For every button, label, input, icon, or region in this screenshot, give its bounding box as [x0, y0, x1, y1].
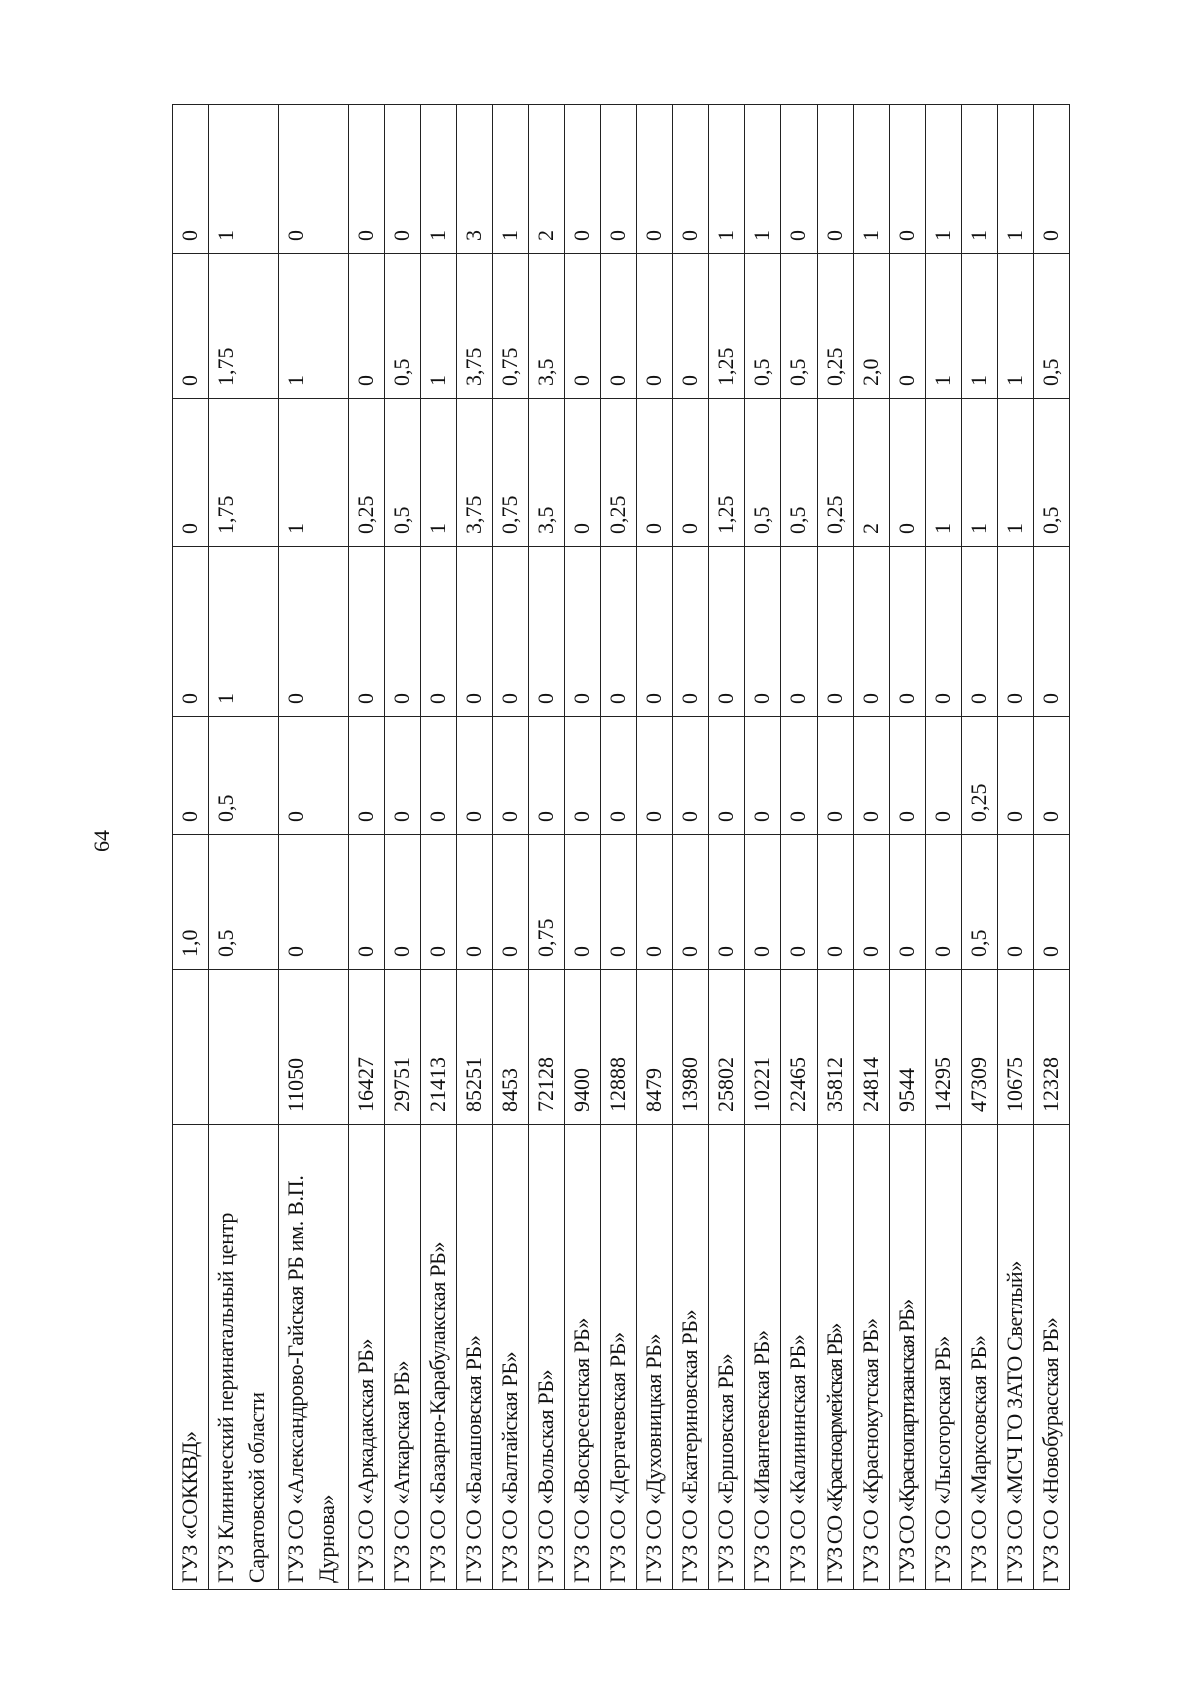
value-cell: 0,25 [961, 717, 997, 835]
table-row [209, 105, 279, 1590]
population-cell: 47309 [961, 970, 997, 1125]
value-cell: 0 [745, 717, 781, 835]
value-cell: 0 [348, 835, 384, 970]
institution-name: ГУЗ Клинический перинатальный центр Саратовской области [209, 1125, 279, 1590]
value-cell: 1,25 [709, 254, 745, 399]
value-cell: 1 [209, 105, 279, 254]
value-cell: 1 [420, 254, 456, 399]
population-cell: 9400 [565, 970, 601, 1125]
population-cell: 12888 [601, 970, 637, 1125]
value-cell: 0 [420, 547, 456, 717]
population-cell: 16427 [348, 970, 384, 1125]
value-cell: 1 [925, 399, 961, 547]
value-cell: 3,5 [529, 254, 565, 399]
population-cell: 72128 [529, 970, 565, 1125]
institution-name: ГУЗ СО «Лысогорская РБ» [925, 1125, 961, 1590]
institution-name: ГУЗ СО «Базарно-Карабулакская РБ» [420, 1125, 456, 1590]
value-cell: 0 [1033, 105, 1069, 254]
value-cell: 0 [384, 717, 420, 835]
population-cell: 22465 [781, 970, 817, 1125]
institution-name: ГУЗ СО «Ивантеевская РБ» [745, 1125, 781, 1590]
table-row [420, 105, 456, 1590]
value-cell: 0,75 [529, 835, 565, 970]
value-cell: 0 [457, 547, 493, 717]
population-cell: 12328 [1033, 970, 1069, 1125]
table-row [997, 105, 1033, 1590]
value-cell: 0 [673, 105, 709, 254]
value-cell: 0 [457, 835, 493, 970]
value-cell: 0 [1033, 717, 1069, 835]
value-cell: 0 [348, 717, 384, 835]
institution-name: ГУЗ СО «Марксовская РБ» [961, 1125, 997, 1590]
value-cell: 0 [173, 547, 209, 717]
institution-name: ГУЗ СО «Александрово-Гайская РБ им. В.П. Дурнова» [278, 1125, 348, 1590]
table-row [348, 105, 384, 1590]
institution-name: ГУЗ СО «Балашовская РБ» [457, 1125, 493, 1590]
value-cell: 0,5 [961, 835, 997, 970]
value-cell: 0 [601, 254, 637, 399]
value-cell: 0 [709, 717, 745, 835]
institution-name: ГУЗ СО «Калининская РБ» [781, 1125, 817, 1590]
value-cell: 0 [384, 105, 420, 254]
value-cell: 0 [997, 547, 1033, 717]
value-cell: 0 [601, 835, 637, 970]
value-cell: 1 [420, 105, 456, 254]
value-cell: 1 [925, 105, 961, 254]
value-cell: 0 [889, 254, 925, 399]
value-cell: 0 [278, 717, 348, 835]
value-cell: 0 [1033, 835, 1069, 970]
value-cell: 0 [565, 547, 601, 717]
value-cell: 0,5 [384, 254, 420, 399]
table-row [529, 105, 565, 1590]
value-cell: 3,5 [529, 399, 565, 547]
page-number: 64 [89, 830, 114, 852]
value-cell: 1 [997, 399, 1033, 547]
value-cell: 0 [637, 547, 673, 717]
value-cell: 1 [493, 105, 529, 254]
value-cell: 1 [997, 254, 1033, 399]
table-row [673, 105, 709, 1590]
value-cell: 0 [565, 399, 601, 547]
value-cell: 1 [961, 105, 997, 254]
value-cell: 0 [781, 547, 817, 717]
population-cell: 25802 [709, 970, 745, 1125]
table-row [925, 105, 961, 1590]
value-cell: 1 [420, 399, 456, 547]
value-cell: 0 [565, 254, 601, 399]
table-row [745, 105, 781, 1590]
value-cell: 0 [673, 717, 709, 835]
value-cell: 0 [673, 547, 709, 717]
value-cell: 0 [565, 835, 601, 970]
value-cell: 0,25 [817, 399, 853, 547]
population-cell: 85251 [457, 970, 493, 1125]
value-cell: 0,5 [209, 717, 279, 835]
table-row [709, 105, 745, 1590]
value-cell: 0 [961, 547, 997, 717]
population-cell: 21413 [420, 970, 456, 1125]
value-cell: 3,75 [457, 399, 493, 547]
table-row [601, 105, 637, 1590]
value-cell: 0 [420, 717, 456, 835]
value-cell: 0 [1033, 547, 1069, 717]
value-cell: 0,75 [493, 254, 529, 399]
institution-name: ГУЗ «СОККВД» [173, 1125, 209, 1590]
value-cell: 3 [457, 105, 493, 254]
table-row [781, 105, 817, 1590]
value-cell: 0 [493, 717, 529, 835]
institution-name: ГУЗ СО «Новобурасская РБ» [1033, 1125, 1069, 1590]
institution-name: ГУЗ СО «Балтайская РБ» [493, 1125, 529, 1590]
value-cell: 0 [348, 105, 384, 254]
value-cell: 0 [925, 835, 961, 970]
table-row [384, 105, 420, 1590]
institution-name: ГУЗ СО «Красноармейская РБ» [817, 1125, 853, 1590]
value-cell: 1 [709, 105, 745, 254]
institution-name: ГУЗ СО «Дергачевская РБ» [601, 1125, 637, 1590]
value-cell: 0 [384, 835, 420, 970]
value-cell: 0 [673, 254, 709, 399]
table-row [457, 105, 493, 1590]
value-cell: 0 [853, 547, 889, 717]
value-cell: 0 [853, 717, 889, 835]
institution-name: ГУЗ СО «Ершовская РБ» [709, 1125, 745, 1590]
value-cell: 0 [925, 547, 961, 717]
value-cell: 0 [997, 717, 1033, 835]
value-cell: 1 [278, 254, 348, 399]
value-cell: 0 [493, 547, 529, 717]
table-row [278, 105, 348, 1590]
institution-name: ГУЗ СО «Екатериновская РБ» [673, 1125, 709, 1590]
value-cell: 0 [601, 717, 637, 835]
value-cell: 0,25 [817, 254, 853, 399]
value-cell: 0 [565, 105, 601, 254]
value-cell: 0,5 [1033, 399, 1069, 547]
value-cell: 0 [781, 717, 817, 835]
value-cell: 2,0 [853, 254, 889, 399]
value-cell: 0 [781, 835, 817, 970]
population-cell: 8453 [493, 970, 529, 1125]
value-cell: 0 [745, 835, 781, 970]
value-cell: 1 [278, 399, 348, 547]
value-cell: 0,5 [1033, 254, 1069, 399]
table-row [961, 105, 997, 1590]
value-cell: 0 [889, 399, 925, 547]
value-cell: 0 [637, 105, 673, 254]
value-cell: 0 [278, 105, 348, 254]
population-cell: 11050 [278, 970, 348, 1125]
value-cell: 0 [420, 835, 456, 970]
population-cell: 24814 [853, 970, 889, 1125]
value-cell: 0,75 [493, 399, 529, 547]
table-row [493, 105, 529, 1590]
population-cell: 35812 [817, 970, 853, 1125]
value-cell: 0 [637, 399, 673, 547]
value-cell: 0 [817, 547, 853, 717]
table-row [1033, 105, 1069, 1590]
value-cell: 0 [348, 254, 384, 399]
value-cell: 1 [997, 105, 1033, 254]
table-row [817, 105, 853, 1590]
value-cell: 0 [889, 105, 925, 254]
institution-name: ГУЗ СО «Вольская РБ» [529, 1125, 565, 1590]
population-cell [173, 970, 209, 1125]
population-cell: 10675 [997, 970, 1033, 1125]
value-cell: 0 [709, 835, 745, 970]
value-cell: 0 [673, 835, 709, 970]
value-cell: 0 [173, 105, 209, 254]
institution-name: ГУЗ СО «Воскресенская РБ» [565, 1125, 601, 1590]
population-cell: 8479 [637, 970, 673, 1125]
value-cell: 0 [673, 399, 709, 547]
value-cell: 0 [889, 835, 925, 970]
value-cell: 0 [173, 254, 209, 399]
value-cell: 0,5 [745, 254, 781, 399]
value-cell: 1,75 [209, 254, 279, 399]
value-cell: 0 [853, 835, 889, 970]
institution-name: ГУЗ СО «Аркадакская РБ» [348, 1125, 384, 1590]
value-cell: 1 [745, 105, 781, 254]
value-cell: 0,5 [745, 399, 781, 547]
value-cell: 0 [278, 547, 348, 717]
value-cell: 0,25 [348, 399, 384, 547]
value-cell: 0 [637, 254, 673, 399]
population-cell [209, 970, 279, 1125]
value-cell: 0 [997, 835, 1033, 970]
population-cell: 29751 [384, 970, 420, 1125]
value-cell: 0 [493, 835, 529, 970]
value-cell: 0 [529, 547, 565, 717]
value-cell: 0 [925, 717, 961, 835]
value-cell: 0 [781, 105, 817, 254]
value-cell: 0 [817, 105, 853, 254]
value-cell: 0 [745, 547, 781, 717]
value-cell: 0 [173, 399, 209, 547]
value-cell: 0 [529, 717, 565, 835]
table-row [565, 105, 601, 1590]
value-cell: 0 [348, 547, 384, 717]
institution-name: ГУЗ СО «Духовницкая РБ» [637, 1125, 673, 1590]
population-cell: 14295 [925, 970, 961, 1125]
value-cell: 0 [457, 717, 493, 835]
table-row [637, 105, 673, 1590]
value-cell: 1 [853, 105, 889, 254]
institution-name: ГУЗ СО «МСЧ ГО ЗАТО Светлый» [997, 1125, 1033, 1590]
table-row [173, 105, 209, 1590]
value-cell: 1 [961, 399, 997, 547]
value-cell: 0 [889, 717, 925, 835]
institution-name: ГУЗ СО «Краснопартизанская РБ» [889, 1125, 925, 1590]
value-cell: 1 [209, 547, 279, 717]
value-cell: 1 [925, 254, 961, 399]
value-cell: 0 [384, 547, 420, 717]
value-cell: 3,75 [457, 254, 493, 399]
value-cell: 0,5 [384, 399, 420, 547]
rotated-table-wrapper [172, 105, 1070, 1590]
value-cell: 2 [529, 105, 565, 254]
value-cell: 0 [817, 717, 853, 835]
value-cell: 0,5 [781, 399, 817, 547]
value-cell: 0 [889, 547, 925, 717]
value-cell: 0,25 [601, 399, 637, 547]
value-cell: 0 [709, 547, 745, 717]
value-cell: 1 [961, 254, 997, 399]
value-cell: 0 [601, 547, 637, 717]
value-cell: 0 [637, 835, 673, 970]
value-cell: 0,5 [209, 835, 279, 970]
value-cell: 2 [853, 399, 889, 547]
staffing-table [172, 104, 1070, 1590]
value-cell: 1,0 [173, 835, 209, 970]
institution-name: ГУЗ СО «Аткарская РБ» [384, 1125, 420, 1590]
value-cell: 0 [173, 717, 209, 835]
value-cell: 0 [817, 835, 853, 970]
institution-name: ГУЗ СО «Краснокутская РБ» [853, 1125, 889, 1590]
value-cell: 1,25 [709, 399, 745, 547]
table-row [889, 105, 925, 1590]
value-cell: 0 [565, 717, 601, 835]
population-cell: 9544 [889, 970, 925, 1125]
value-cell: 0 [278, 835, 348, 970]
value-cell: 1,75 [209, 399, 279, 547]
value-cell: 0 [601, 105, 637, 254]
population-cell: 13980 [673, 970, 709, 1125]
table-row [853, 105, 889, 1590]
value-cell: 0,5 [781, 254, 817, 399]
population-cell: 10221 [745, 970, 781, 1125]
value-cell: 0 [637, 717, 673, 835]
